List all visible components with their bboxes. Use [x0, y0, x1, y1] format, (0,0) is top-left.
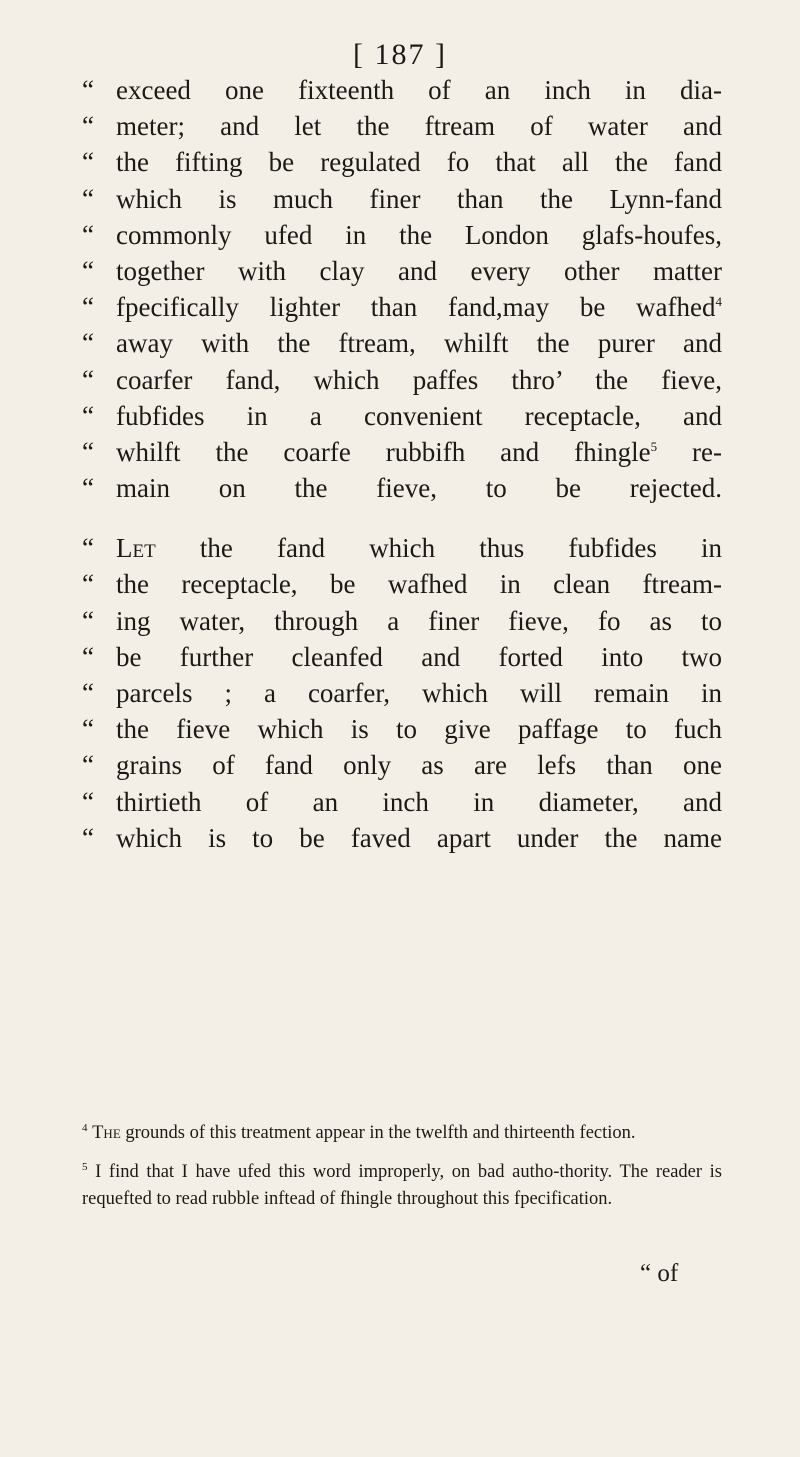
text-line: [82, 108, 722, 144]
line-text-content: fubfides in a convenient receptacle, and: [116, 400, 722, 431]
line-text: [116, 711, 722, 747]
line-text: [116, 253, 722, 289]
line-text: [116, 325, 722, 361]
open-quote-mark: “: [82, 822, 94, 853]
line-text-content: which is to be faved apart under the name: [116, 822, 722, 853]
text-line: [82, 253, 722, 289]
text-line: [82, 144, 722, 180]
page-number: [ 187 ]: [353, 38, 447, 71]
text-line: [82, 639, 722, 675]
text-line: [82, 434, 722, 470]
line-text: [116, 470, 722, 506]
line-text-content: which is much finer than the Lynn-fand: [116, 183, 722, 214]
footnote-lead-word: The: [92, 1123, 121, 1143]
line-text-content: meter; and let the ftream of water and: [116, 111, 722, 142]
line-text-content: the fifting be regulated fo that all the fand: [116, 147, 722, 178]
line-text: [116, 72, 722, 108]
paragraph-lead-word: Let: [116, 533, 156, 564]
text-line: [82, 675, 722, 711]
line-text-content: away with the ftream, whilft the purer and: [116, 328, 722, 359]
text-line: [82, 181, 722, 217]
footnote-text: I find that I have ufed this word improperly, on bad autho-thority. The reader is requefted to read rubble inftead of fhingle throughout this fpecification.: [82, 1162, 723, 1209]
open-quote-mark: “: [82, 255, 94, 286]
line-text-content: parcels ; a coarfer, which will remain in: [116, 678, 722, 708]
open-quote-mark: “: [82, 183, 94, 214]
text-line: [82, 72, 722, 108]
line-text-content: be further cleanfed and forted into two: [116, 641, 722, 672]
line-text-continuation: re-: [657, 436, 723, 467]
line-text: [116, 603, 722, 639]
text-line: [82, 217, 722, 253]
paragraph-gap: [82, 506, 722, 530]
line-text-content: main on the fieve, to be rejected.: [116, 473, 722, 504]
main-text: [82, 72, 722, 856]
footnotes: [82, 1120, 722, 1225]
open-quote-mark: “: [82, 147, 94, 178]
open-quote-mark: “: [82, 569, 94, 600]
open-quote-mark: “: [82, 436, 94, 467]
open-quote-mark: “: [82, 750, 94, 781]
line-text: [116, 181, 722, 217]
line-text-content: coarfer fand, which paffes thro’ the fieve,: [116, 364, 722, 395]
line-text: [116, 108, 722, 144]
open-quote-mark: “: [82, 641, 94, 672]
line-text-content: ing water, through a finer fieve, fo as to: [116, 605, 722, 636]
text-line: [82, 530, 722, 566]
line-text: [116, 362, 722, 398]
text-line: [82, 289, 722, 325]
line-text-content: whilft the coarfe rubbifh and fhingle: [116, 436, 651, 467]
footnote-marker: 5: [82, 1160, 88, 1173]
line-text-content: fpecifically lighter than fand,may be wafhed: [116, 292, 716, 323]
text-line: [82, 362, 722, 398]
line-text-content: the receptacle, be wafhed in clean ftream-: [116, 569, 722, 600]
line-text: [116, 144, 722, 180]
open-quote-mark: “: [82, 473, 94, 504]
line-text-content: the fieve which is to give paffage to fuch: [116, 714, 722, 745]
text-line: [82, 603, 722, 639]
open-quote-mark: “: [82, 292, 94, 323]
footnote-reference: 5: [650, 438, 658, 454]
line-text-content: grains of fand only as are lefs than one: [116, 750, 722, 781]
text-line: [82, 325, 722, 361]
line-text: [116, 217, 722, 253]
open-quote-mark: “: [82, 714, 94, 745]
line-text: [116, 289, 722, 325]
open-quote-mark: “: [82, 328, 94, 359]
text-line: [82, 566, 722, 602]
text-line: [82, 784, 722, 820]
line-text-content: commonly ufed in the London glafs-houfes,: [116, 219, 722, 250]
line-text-content: together with clay and every other matter: [116, 255, 722, 286]
text-line: [82, 747, 722, 783]
line-text: [116, 434, 722, 470]
footnote-reference: 4: [715, 294, 722, 310]
text-line: [82, 820, 722, 856]
text-line: [82, 711, 722, 747]
footnote: [82, 1120, 722, 1147]
line-text: [116, 530, 722, 566]
line-text-content: the fand which thus fubfides in: [155, 533, 722, 564]
open-quote-mark: “: [82, 400, 94, 431]
line-text: [116, 784, 722, 820]
line-text: [116, 639, 722, 675]
text-line: [82, 398, 722, 434]
open-quote-mark: “: [82, 219, 94, 250]
open-quote-mark: “: [82, 533, 94, 564]
catchword: “ of: [640, 1260, 679, 1287]
open-quote-mark: “: [82, 364, 94, 395]
footnote-text: grounds of this treatment appear in the twelfth and thirteenth fection.: [120, 1123, 636, 1143]
line-text: [116, 675, 722, 711]
line-text: [116, 747, 722, 783]
line-text: [116, 820, 722, 856]
open-quote-mark: “: [82, 111, 94, 142]
text-line: [82, 470, 722, 506]
line-text: [116, 566, 722, 602]
line-text-content: exceed one fixteenth of an inch in dia-: [116, 75, 722, 105]
line-text-content: thirtieth of an inch in diameter, and: [116, 786, 722, 817]
open-quote-mark: “: [82, 605, 94, 636]
footnote-marker: 4: [82, 1121, 88, 1134]
open-quote-mark: “: [82, 75, 94, 105]
open-quote-mark: “: [82, 786, 94, 817]
line-text: [116, 398, 722, 434]
open-quote-mark: “: [82, 678, 94, 708]
footnote: [82, 1159, 722, 1213]
